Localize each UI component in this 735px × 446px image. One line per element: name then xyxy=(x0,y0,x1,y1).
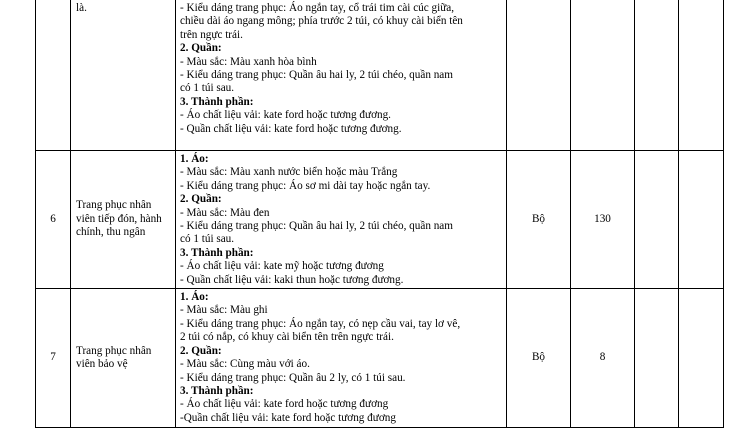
spec-line: - Màu sắc: Màu xanh hòa bình xyxy=(180,55,317,68)
row-number-cell: 7 xyxy=(36,289,71,428)
spec-heading: 1. Áo: xyxy=(180,291,209,304)
spec-cell xyxy=(176,0,507,151)
spec-line: - Quần chất liệu vải: kaki thun hoặc tương đương. xyxy=(180,273,404,286)
spec-line: có 1 túi sau. xyxy=(180,233,235,246)
spec-heading: 1. Áo: xyxy=(180,153,209,165)
spec-heading: 2. Quần: xyxy=(180,344,222,357)
spec-line: - Áo chất liệu vải: kate mỹ hoặc tương đương xyxy=(180,260,384,273)
spec-heading: 2. Quần: xyxy=(180,193,222,206)
quantity-cell: 8 xyxy=(571,289,635,428)
spec-heading: 3. Thành phần: xyxy=(180,384,254,397)
spec-line: trên ngực trái. xyxy=(180,28,243,41)
table-row xyxy=(36,0,724,151)
table-row xyxy=(36,151,724,289)
item-name-cell: Trang phục nhân viên tiếp đón, hành chính, thu ngân xyxy=(71,151,176,289)
spec-heading: 3. Thành phần: xyxy=(180,95,254,108)
spec-line: - Áo chất liệu vải: kate ford hoặc tương đương xyxy=(180,398,389,411)
quantity-cell xyxy=(571,0,635,151)
spec-line: - Màu sắc: Màu ghi xyxy=(180,304,268,317)
spec-line: - Màu sắc: Màu đen xyxy=(180,206,270,219)
spec-line: 2 túi có nắp, có khuy cài biển tên trên ngực trái. xyxy=(180,331,394,344)
spec-cell xyxy=(176,151,507,289)
spec-line: - Áo chất liệu vải: kate ford hoặc tương đương. xyxy=(180,109,391,122)
spec-line: -Quần chất liệu vải: kate ford hoặc tương đương xyxy=(180,411,396,424)
unit-cell: Bộ xyxy=(507,151,571,289)
spec-line: - Màu sắc: Cùng màu với áo. xyxy=(180,358,310,371)
spec-line: có 1 túi sau. xyxy=(180,82,235,95)
spec-line: - Kiểu dáng trang phục: Áo sơ mi dài tay hoặc ngắn tay. xyxy=(180,179,431,192)
empty-cell xyxy=(679,151,724,289)
spec-heading: 2. Quần: xyxy=(180,42,222,55)
empty-cell xyxy=(679,289,724,428)
unit-cell xyxy=(507,0,571,151)
spec-line: - Kiểu dáng trang phục: Áo ngắn tay, cổ trái tim cài cúc giữa, xyxy=(180,2,455,14)
spec-line: - Màu sắc: Màu xanh nước biển hoặc màu Trắng xyxy=(180,166,398,179)
spec-line: - Quần chất liệu vải: kate ford hoặc tương đương. xyxy=(180,122,402,135)
spec-cell xyxy=(176,289,507,428)
row-number-cell: 6 xyxy=(36,151,71,289)
item-name-cell: là. xyxy=(71,0,176,151)
uniform-spec-table xyxy=(35,0,724,428)
spec-line: chiều dài áo ngang mông; phía trước 2 túi, có khuy cài biển tên xyxy=(180,15,463,28)
spec-line: - Kiểu dáng trang phục: Quần âu hai ly, 2 túi chéo, quần nam xyxy=(180,69,453,82)
spec-line: - Kiểu dáng trang phục: Áo ngắn tay, có nẹp cầu vai, tay lơ vê, xyxy=(180,317,461,330)
spec-heading: 3. Thành phần: xyxy=(180,246,254,259)
item-name-cell: Trang phục nhân viên bảo vệ xyxy=(71,289,176,428)
empty-cell xyxy=(635,151,679,289)
empty-cell xyxy=(635,0,679,151)
spec-line: - Kiểu dáng trang phục: Quần âu 2 ly, có 1 túi sau. xyxy=(180,371,406,384)
row-number-cell xyxy=(36,0,71,151)
empty-cell xyxy=(635,289,679,428)
unit-cell: Bộ xyxy=(507,289,571,428)
spec-line: - Kiểu dáng trang phục: Quần âu hai ly, 2 túi chéo, quần nam xyxy=(180,220,453,233)
table-row xyxy=(36,289,724,428)
empty-cell xyxy=(679,0,724,151)
quantity-cell: 130 xyxy=(571,151,635,289)
